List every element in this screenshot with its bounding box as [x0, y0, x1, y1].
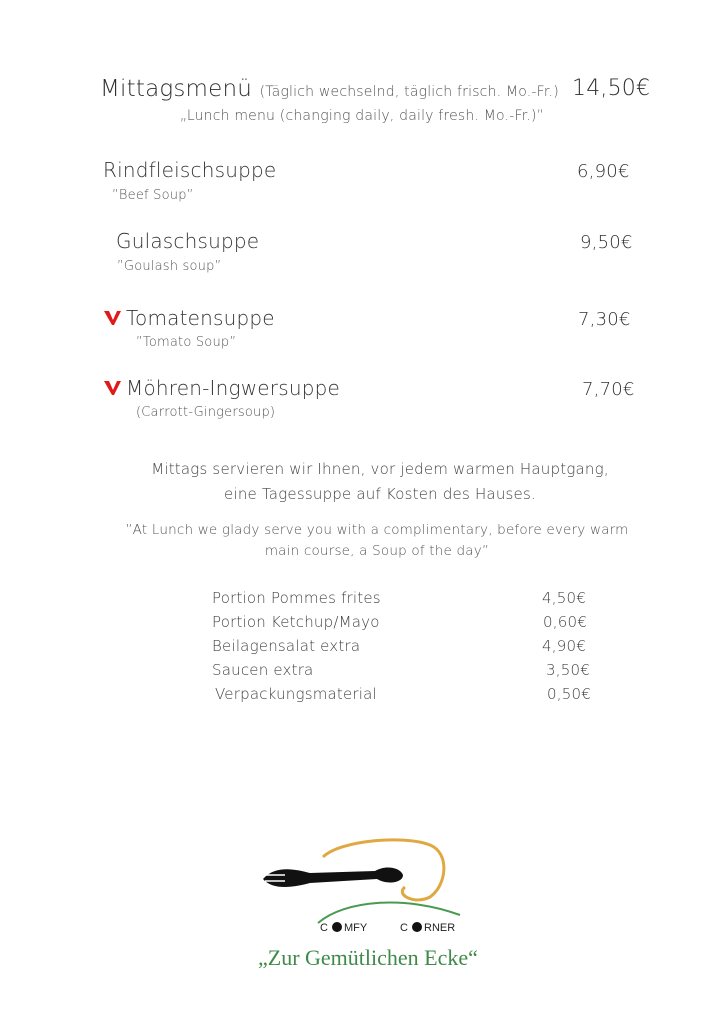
dish-price: 6,90€	[577, 161, 630, 182]
soup-note-english-line2: main course, a Soup of the day”	[264, 543, 490, 559]
dish-price: 9,50€	[580, 232, 633, 253]
menu-price: 14,50€	[572, 76, 651, 101]
car-roof-swoosh-icon	[318, 903, 460, 923]
menu-title-text: Mittagsmenü	[100, 76, 253, 102]
extra-item-price: 0,50€	[547, 685, 591, 703]
menu-title-english: „Lunch menu (changing daily, daily fresh. Mo.-Fr.)”	[179, 108, 545, 124]
extra-item-name: Saucen extra	[212, 661, 314, 679]
svg-text:RNER: RNER	[424, 922, 456, 934]
extra-item-price: 0,60€	[543, 613, 587, 631]
dish-name: Möhren-Ingwersuppe	[126, 376, 341, 400]
extra-item-name: Portion Ketchup/Mayo	[212, 613, 380, 631]
logo-word-corner: C	[400, 922, 408, 934]
extra-item-price: 3,50€	[546, 661, 590, 679]
fork-icon	[263, 868, 403, 887]
dish-price: 7,70€	[582, 379, 635, 400]
extra-item-price: 4,50€	[542, 589, 586, 607]
red-v-icon	[104, 380, 122, 396]
svg-text:MFY: MFY	[344, 922, 368, 934]
dish-name: Rindfleischsuppe	[103, 158, 277, 182]
dish-name-english: ”Beef Soup”	[112, 188, 194, 203]
extra-item-name: Verpackungsmaterial	[215, 685, 377, 703]
dish-name: Tomatensuppe	[126, 306, 275, 330]
dish-name-english: (Carrott-Gingersoup)	[136, 405, 276, 420]
dish-price: 7,30€	[578, 309, 631, 330]
soup-note-line1: Mittags servieren wir Ihnen, vor jedem warmen Hauptgang,	[151, 460, 609, 478]
logo-word-comfy: C	[320, 922, 328, 934]
menu-title	[100, 76, 559, 102]
dish-name-english: ”Goulash soup”	[117, 259, 222, 274]
dish-row-vegetarian	[104, 306, 275, 330]
extra-item-price: 4,90€	[542, 637, 586, 655]
red-v-icon	[104, 310, 122, 326]
extra-item-name: Portion Pommes frites	[212, 589, 381, 607]
logo-slogan: „Zur Gemütlichen Ecke“	[258, 945, 478, 970]
comfy-corner-logo	[255, 835, 470, 945]
dish-name-english: ”Tomato Soup”	[136, 335, 237, 350]
menu-subtitle: (Täglich wechselnd, täglich frisch. Mo.-Fr.)	[259, 84, 559, 100]
dish-name: Gulaschsuppe	[116, 229, 260, 253]
soup-note-english-line1: ”At Lunch we glady serve you with a complimentary, before every warm	[125, 522, 629, 538]
soup-note-line2: eine Tagessuppe auf Kosten des Hauses.	[224, 485, 536, 503]
dish-row-vegetarian	[104, 376, 340, 400]
extra-item-name: Beilagensalat extra	[212, 637, 361, 655]
